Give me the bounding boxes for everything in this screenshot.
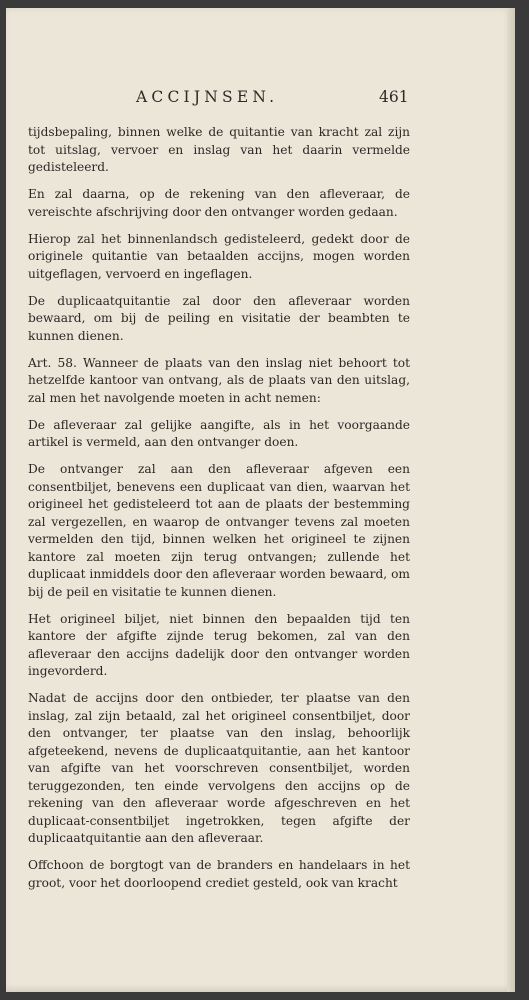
paragraph: Offchoon de borgtogt van de branders en handelaars in het groot, voor het doorloopend crediet gesteld, ook van kracht <box>28 858 410 890</box>
paragraph: En zal daarna, op de rekening van den afleveraar, de vereischte afschrijving door den ontvanger worden gedaan. <box>28 187 410 219</box>
page-body <box>28 124 410 892</box>
paragraph: tijdsbepaling, binnen welke de quitantie van kracht zal zijn tot uitslag, vervoer en inslag van het daarin vermelde gedisteleerd. <box>28 125 410 174</box>
paragraph: Hierop zal het binnenlandsch gedisteleerd, gedekt door de originele quitantie van betaalden accijns, mogen worden uitgeflagen, vervoerd en ingeflagen. <box>28 231 410 281</box>
paragraph: De ontvanger zal aan den afleveraar afgeven een consentbiljet, benevens een duplicaat van dien, waarvan het origineel het gedisteleerd tot aan de plaats der bestemming zal vergezellen, en waarop de ontvanger tevens zal moeten vermelden den tijd, binnen welken het origineel te zijnen kantore zal moeten zijn terug ontvangen; zullende het duplicaat inmiddels door den afleveraar worden bewaard, om bij de peil en visitatie te kunnen dienen. <box>28 462 410 599</box>
running-title: ACCIJNSEN. <box>136 88 279 106</box>
paragraph: Het origineel biljet, niet binnen den bepaalden tijd ten kantore der afgifte zijnde terug bekomen, zal van den afleveraar den accijns dadelijk door den ontvanger worden ingevorderd. <box>28 611 410 678</box>
article-paragraph: Art. 58. Wanneer de plaats van den inslag niet behoort tot hetzelfde kantoor van ontvang, als de plaats van den uitslag, zal men het navolgende moeten in acht nemen: <box>28 355 410 405</box>
page-edge <box>507 8 515 992</box>
running-header <box>6 88 515 112</box>
paragraph: De afleveraar zal gelijke aangifte, als in het voorgaande artikel is vermeld, aan den ontvanger doen. <box>28 417 410 449</box>
paragraph: Nadat de accijns door den ontbieder, ter plaatse van den inslag, zal zijn betaald, zal het origineel consentbiljet, door den ontvanger, ter plaatse van den inslag, behoorlijk afgeteekend, nevens de duplicaatquitantie, aan het kantoor van afgifte van het voorschreven consentbiljet, worden teruggezonden, ten einde vervolgens den accijns op de rekening van den afleveraar worde afgeschreven en het duplicaat-consentbiljet ingetrokken, tegen afgifte der duplicaatquitantie aan den afleveraar. <box>28 691 410 845</box>
book-page <box>6 8 515 992</box>
paragraph: De duplicaatquitantie zal door den afleveraar worden bewaard, om bij de peiling en visitatie der beambten te kunnen dienen. <box>28 293 410 343</box>
page-number: 461 <box>379 88 409 106</box>
